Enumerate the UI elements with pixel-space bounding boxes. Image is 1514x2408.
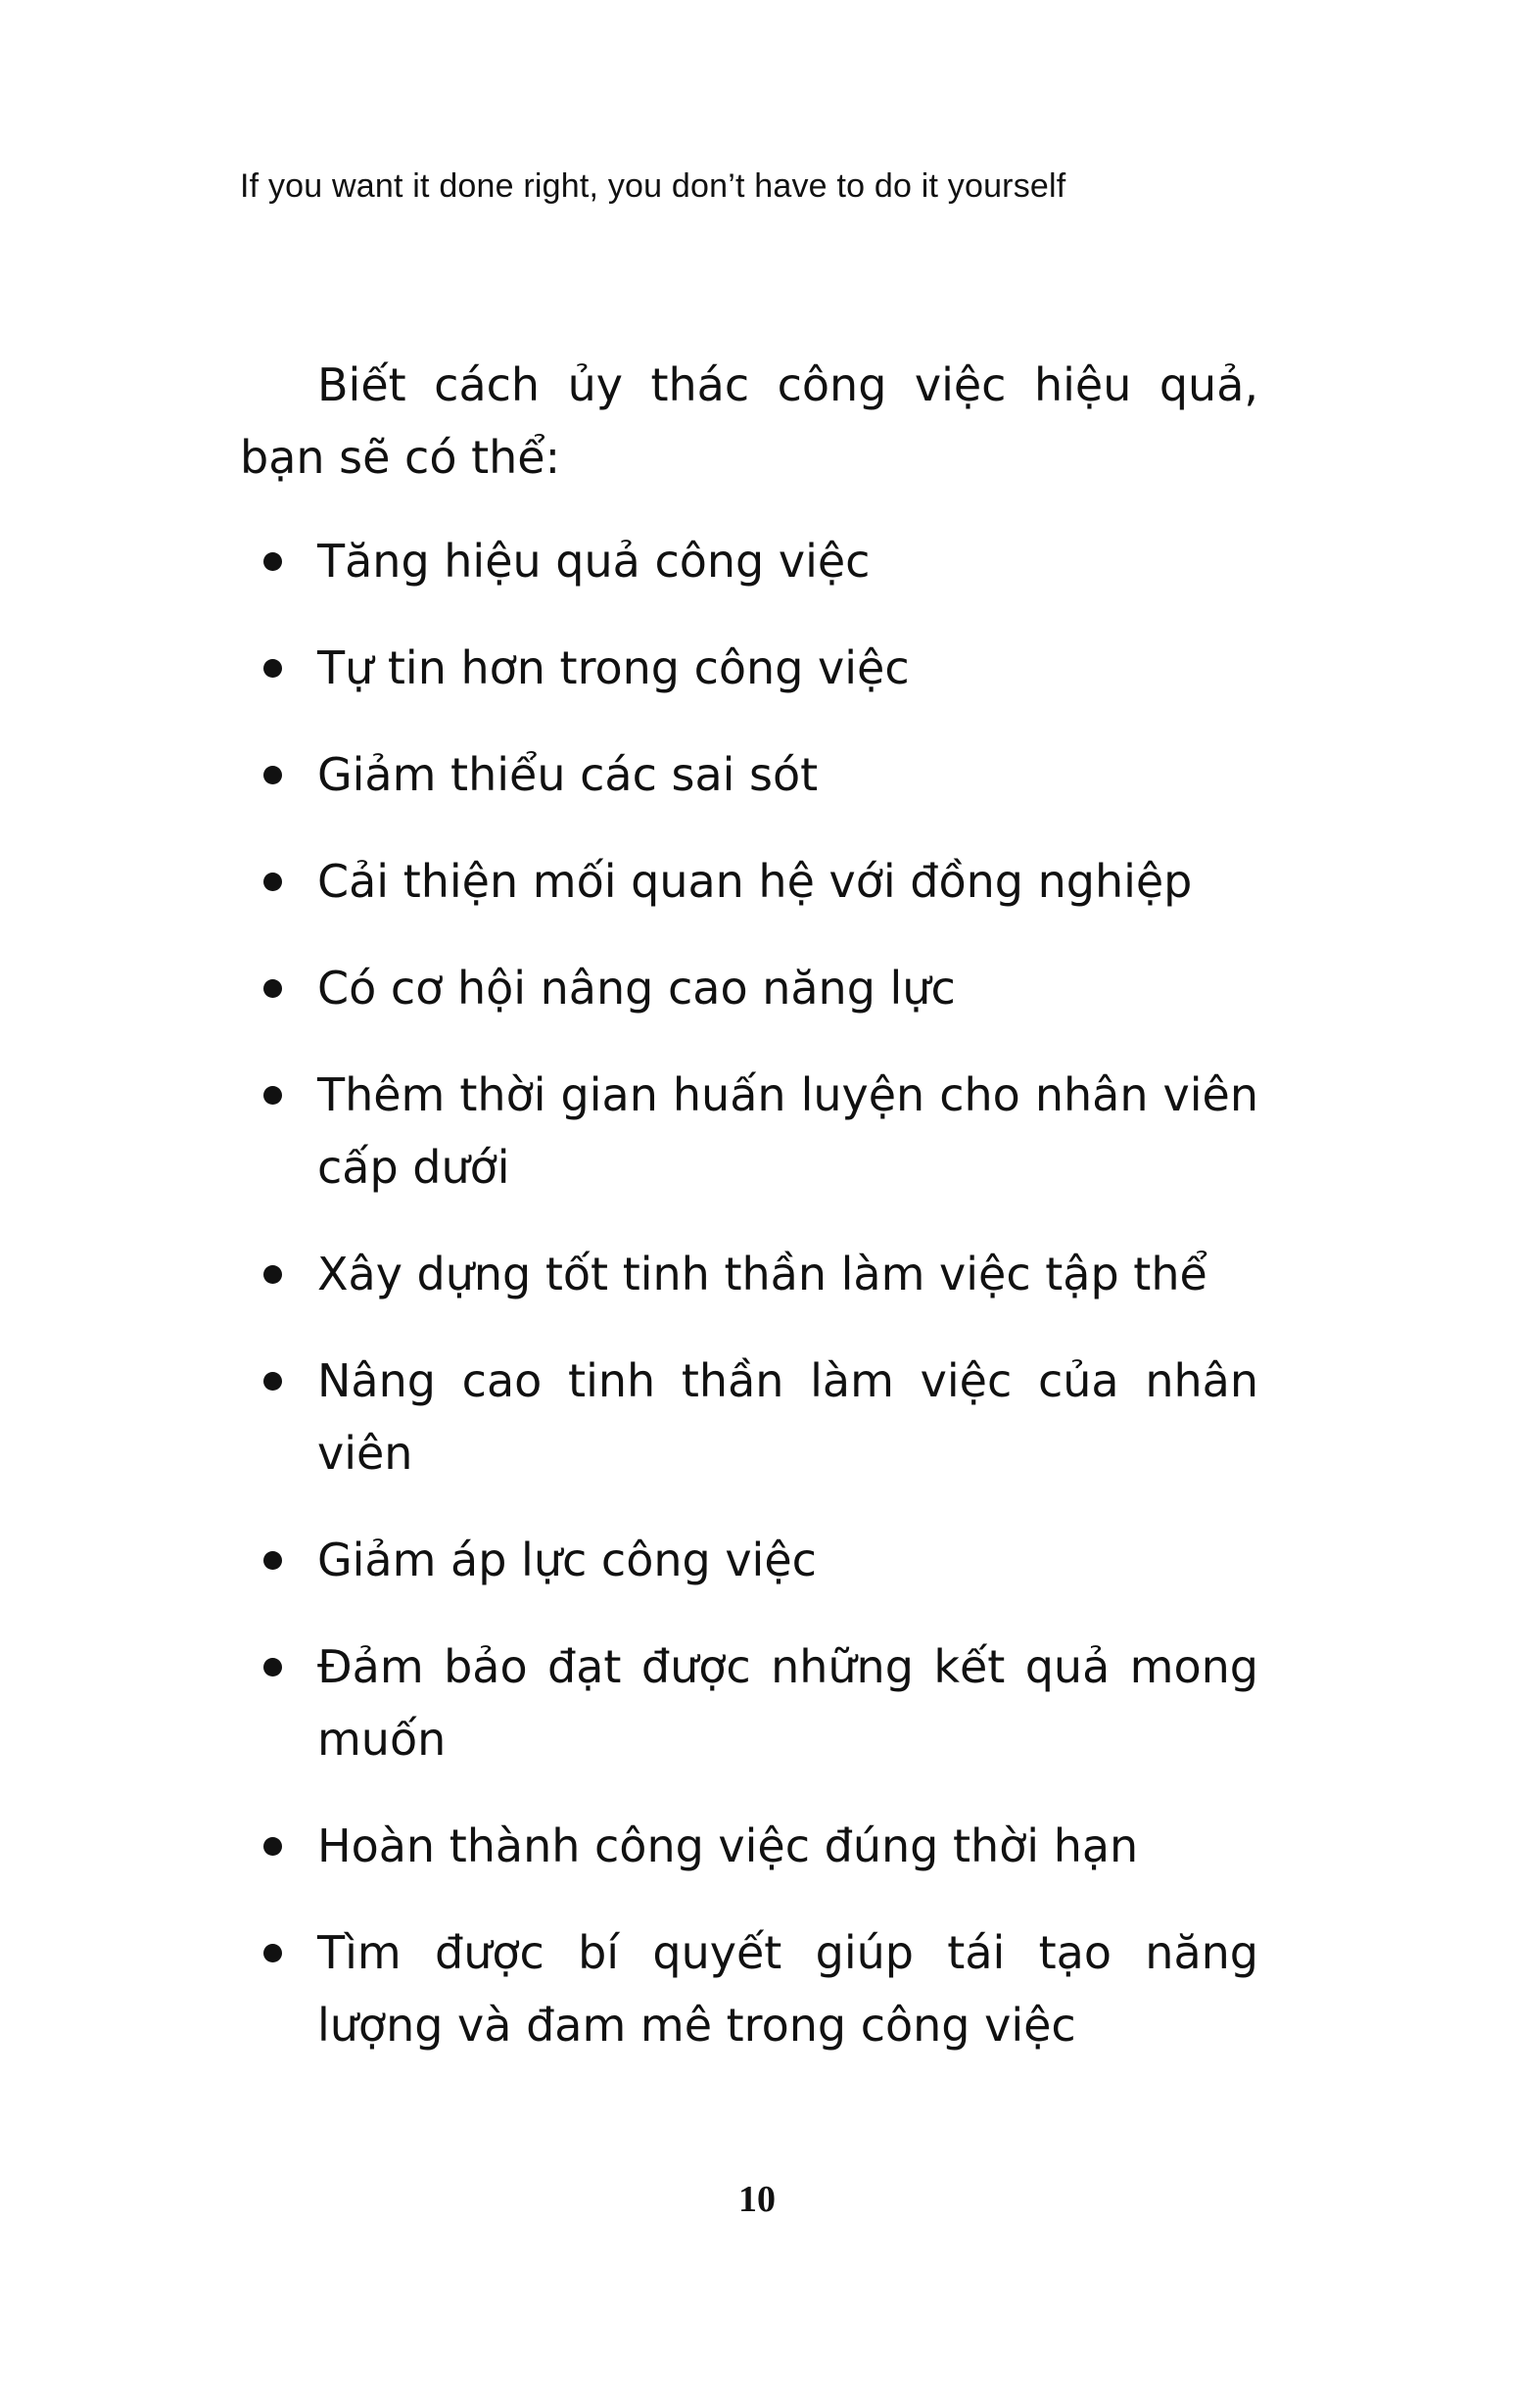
bullet-icon (263, 1837, 282, 1856)
bullet-icon (263, 1086, 282, 1105)
bullet-icon (263, 1658, 282, 1676)
list-item (240, 632, 1258, 704)
list-item-text: Tự tin hơn trong công việc (317, 641, 910, 694)
list-item (240, 1810, 1258, 1882)
page-number: 10 (738, 2179, 776, 2220)
list-item (240, 1524, 1258, 1596)
list-item-text: Có cơ hội nâng cao năng lực (317, 962, 956, 1015)
list-item-text: Nâng cao tinh thần làm việc của nhân viên (317, 1354, 1258, 1480)
bullet-icon (263, 552, 282, 571)
list-item (240, 738, 1258, 811)
list-item-text: Tăng hiệu quả công việc (317, 535, 871, 588)
bullet-icon (263, 1551, 282, 1570)
bullet-icon (263, 1372, 282, 1391)
list-item-text: Cải thiện mối quan hệ với đồng nghiệp (317, 855, 1193, 908)
bullet-icon (263, 766, 282, 784)
list-item-text: Giảm thiểu các sai sót (317, 748, 819, 801)
running-header: If you want it done right, you don’t have to do it yourself (240, 167, 1066, 205)
bullet-icon (263, 1944, 282, 1962)
page-content (240, 349, 1258, 2096)
list-item (240, 1916, 1258, 2061)
bullet-icon (263, 979, 282, 998)
list-item-text: Hoàn thành công việc đúng thời hạn (317, 1819, 1139, 1872)
list-item-text: Đảm bảo đạt được những kết quả mong muốn (317, 1640, 1258, 1766)
bullet-icon (263, 873, 282, 891)
benefits-list (240, 525, 1258, 2061)
list-item-text: Giảm áp lực công việc (317, 1534, 817, 1586)
list-item-text: Tìm được bí quyết giúp tái tạo năng lượng và đam mê trong công việc (317, 1926, 1258, 2052)
list-item (240, 1345, 1258, 1489)
list-item (240, 845, 1258, 918)
list-item (240, 1059, 1258, 1204)
intro-paragraph: Biết cách ủy thác công việc hiệu quả, bạn sẽ có thể: (240, 358, 1258, 484)
list-item-text: Thêm thời gian huấn luyện cho nhân viên cấp dưới (317, 1068, 1258, 1194)
list-item (240, 1630, 1258, 1775)
list-item-text: Xây dựng tốt tinh thần làm việc tập thể (317, 1248, 1207, 1300)
list-item (240, 952, 1258, 1024)
bullet-icon (263, 1265, 282, 1284)
bullet-icon (263, 659, 282, 678)
list-item (240, 1238, 1258, 1310)
list-item (240, 525, 1258, 597)
